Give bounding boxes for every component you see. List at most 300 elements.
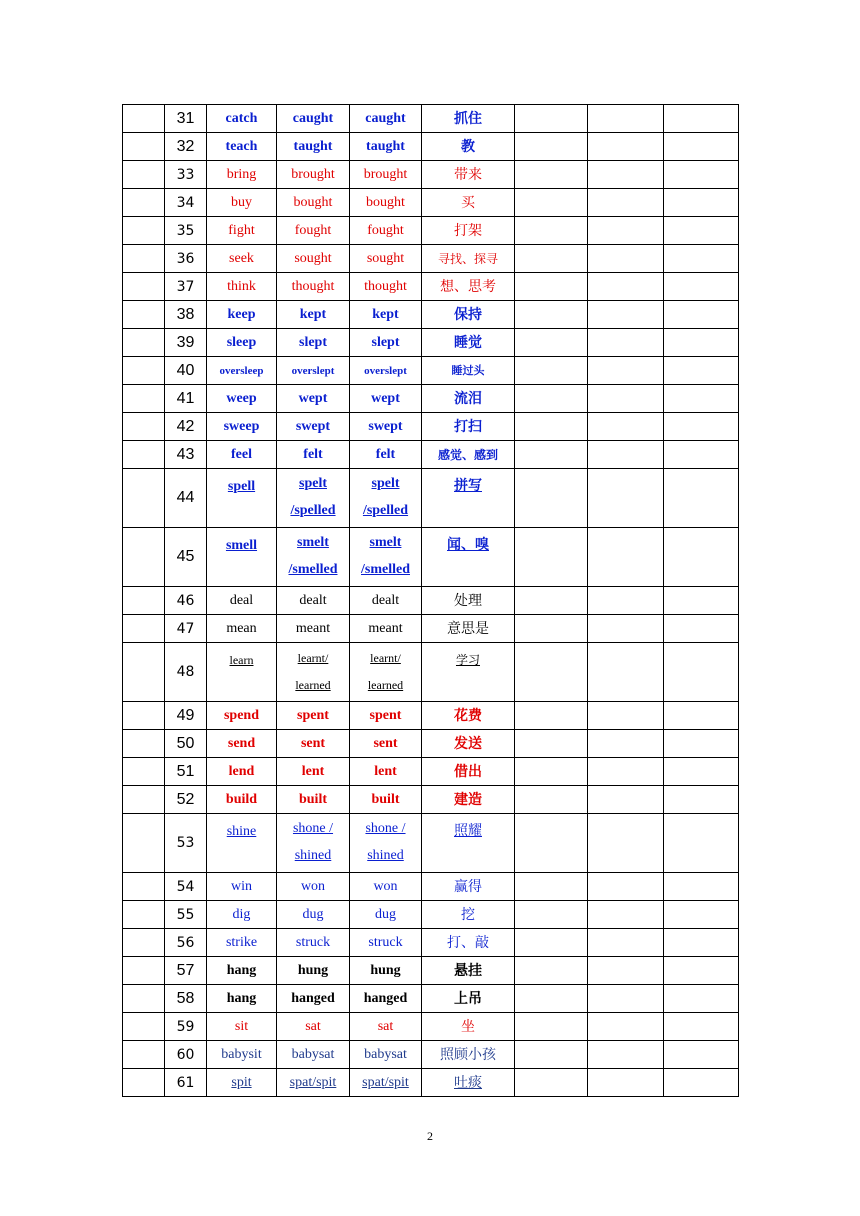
row-number-cell: 59	[165, 1013, 207, 1041]
empty-cell	[664, 814, 739, 873]
pp-line-1: spelt	[371, 476, 400, 491]
empty-cell	[123, 1041, 165, 1069]
past-tense-cell: dealt	[277, 587, 350, 615]
empty-cell	[588, 1013, 664, 1041]
pp-line-2: shined	[367, 848, 404, 863]
chinese-meaning-cell: 睡觉	[422, 329, 515, 357]
empty-cell	[515, 929, 588, 957]
empty-cell	[515, 329, 588, 357]
table-row	[123, 1041, 739, 1069]
base-form-cell: sleep	[207, 329, 277, 357]
row-number-cell: 51	[165, 758, 207, 786]
empty-cell	[515, 587, 588, 615]
empty-cell	[123, 1069, 165, 1097]
table-row	[123, 814, 739, 873]
empty-cell	[515, 1013, 588, 1041]
table-row	[123, 329, 739, 357]
empty-cell	[515, 217, 588, 245]
past-tense-cell: thought	[277, 273, 350, 301]
row-number-cell: 43	[165, 441, 207, 469]
row-number-cell: 41	[165, 385, 207, 413]
base-form-cell: babysit	[207, 1041, 277, 1069]
empty-cell	[123, 814, 165, 873]
empty-cell	[664, 1041, 739, 1069]
base-form-cell: buy	[207, 189, 277, 217]
pp-line-1: shone /	[365, 821, 406, 836]
table-row	[123, 615, 739, 643]
table-row	[123, 758, 739, 786]
empty-cell	[664, 702, 739, 730]
table-row	[123, 873, 739, 901]
base-form-cell: smell	[207, 528, 277, 587]
base-form-cell: sit	[207, 1013, 277, 1041]
base-form-cell: teach	[207, 133, 277, 161]
empty-cell	[515, 133, 588, 161]
row-number-cell: 49	[165, 702, 207, 730]
chinese-meaning-cell: 保持	[422, 301, 515, 329]
past-tense-cell: hanged	[277, 985, 350, 1013]
base-form-cell: mean	[207, 615, 277, 643]
empty-cell	[664, 273, 739, 301]
table-row	[123, 587, 739, 615]
empty-cell	[515, 615, 588, 643]
past-tense-cell: meant	[277, 615, 350, 643]
irregular-verb-table	[122, 104, 739, 1097]
empty-cell	[123, 587, 165, 615]
past-line-1: learnt/	[297, 651, 329, 665]
past-participle-cell: sat	[350, 1013, 422, 1041]
row-number-cell: 47	[165, 615, 207, 643]
empty-cell	[588, 528, 664, 587]
past-participle-cell: fought	[350, 217, 422, 245]
empty-cell	[515, 1069, 588, 1097]
row-number-cell: 60	[165, 1041, 207, 1069]
empty-cell	[123, 301, 165, 329]
empty-cell	[664, 469, 739, 528]
past-tense-cell: fought	[277, 217, 350, 245]
table-row	[123, 469, 739, 528]
chinese-meaning-cell: 学习	[422, 643, 515, 702]
row-number-cell: 56	[165, 929, 207, 957]
base-form-cell: spit	[207, 1069, 277, 1097]
empty-cell	[123, 901, 165, 929]
chinese-meaning-cell: 闻、嗅	[422, 528, 515, 587]
base-form-cell: deal	[207, 587, 277, 615]
pp-line-2: learned	[367, 678, 404, 692]
chinese-meaning-cell: 挖	[422, 901, 515, 929]
table-row	[123, 643, 739, 702]
page-number: 2	[427, 1129, 433, 1143]
table-row	[123, 730, 739, 758]
empty-cell	[588, 957, 664, 985]
empty-cell	[588, 301, 664, 329]
past-participle-cell: spat/spit	[350, 1069, 422, 1097]
table-row	[123, 528, 739, 587]
past-tense-cell: babysat	[277, 1041, 350, 1069]
row-number-cell: 57	[165, 957, 207, 985]
past-line-2: shined	[294, 848, 332, 863]
pp-line-2: /spelled	[362, 503, 409, 518]
empty-cell	[664, 587, 739, 615]
empty-cell	[588, 245, 664, 273]
empty-cell	[588, 702, 664, 730]
base-form-cell: keep	[207, 301, 277, 329]
empty-cell	[515, 189, 588, 217]
empty-cell	[515, 702, 588, 730]
row-number-cell: 53	[165, 814, 207, 873]
past-participle-cell: swept	[350, 413, 422, 441]
chinese-meaning-cell: 带来	[422, 161, 515, 189]
empty-cell	[123, 873, 165, 901]
empty-cell	[664, 385, 739, 413]
past-tense-cell	[277, 528, 350, 587]
chinese-meaning-cell: 建造	[422, 786, 515, 814]
past-participle-cell: won	[350, 873, 422, 901]
past-participle-cell: bought	[350, 189, 422, 217]
row-number-cell: 37	[165, 273, 207, 301]
chinese-meaning-cell: 拼写	[422, 469, 515, 528]
empty-cell	[588, 587, 664, 615]
chinese-meaning-cell: 睡过头	[422, 357, 515, 385]
empty-cell	[664, 441, 739, 469]
past-tense-cell: overslept	[277, 357, 350, 385]
empty-cell	[515, 730, 588, 758]
past-tense-cell	[277, 643, 350, 702]
chinese-meaning-cell: 悬挂	[422, 957, 515, 985]
empty-cell	[123, 329, 165, 357]
empty-cell	[664, 1013, 739, 1041]
empty-cell	[123, 957, 165, 985]
empty-cell	[664, 189, 739, 217]
row-number-cell: 45	[165, 528, 207, 587]
past-tense-cell: slept	[277, 329, 350, 357]
empty-cell	[123, 528, 165, 587]
base-form-cell: learn	[207, 643, 277, 702]
chinese-meaning-cell: 寻找、探寻	[422, 245, 515, 273]
row-number-cell: 58	[165, 985, 207, 1013]
past-participle-cell: hung	[350, 957, 422, 985]
empty-cell	[515, 1041, 588, 1069]
empty-cell	[588, 357, 664, 385]
base-form-cell: spend	[207, 702, 277, 730]
empty-cell	[664, 957, 739, 985]
empty-cell	[588, 929, 664, 957]
past-participle-cell: dug	[350, 901, 422, 929]
past-line-1: smelt	[297, 535, 329, 550]
empty-cell	[123, 702, 165, 730]
table-row	[123, 441, 739, 469]
empty-cell	[515, 245, 588, 273]
empty-cell	[664, 413, 739, 441]
empty-cell	[588, 786, 664, 814]
row-number-cell: 46	[165, 587, 207, 615]
past-participle-cell	[350, 528, 422, 587]
empty-cell	[588, 385, 664, 413]
past-tense-cell	[277, 814, 350, 873]
empty-cell	[664, 133, 739, 161]
empty-cell	[515, 901, 588, 929]
empty-cell	[588, 873, 664, 901]
empty-cell	[123, 385, 165, 413]
past-line-2: learned	[295, 678, 331, 692]
past-tense-cell: hung	[277, 957, 350, 985]
empty-cell	[123, 273, 165, 301]
past-tense-cell	[277, 469, 350, 528]
past-participle-cell: spent	[350, 702, 422, 730]
past-participle-cell: taught	[350, 133, 422, 161]
past-tense-cell: taught	[277, 133, 350, 161]
empty-cell	[664, 105, 739, 133]
row-number-cell: 48	[165, 643, 207, 702]
base-form-cell: win	[207, 873, 277, 901]
base-form-cell: weep	[207, 385, 277, 413]
empty-cell	[123, 730, 165, 758]
empty-cell	[664, 329, 739, 357]
past-participle-cell	[350, 814, 422, 873]
past-participle-cell: wept	[350, 385, 422, 413]
empty-cell	[664, 901, 739, 929]
chinese-meaning-cell: 借出	[422, 758, 515, 786]
row-number-cell: 35	[165, 217, 207, 245]
base-form-cell: oversleep	[207, 357, 277, 385]
table-row	[123, 105, 739, 133]
empty-cell	[123, 615, 165, 643]
past-tense-cell: swept	[277, 413, 350, 441]
base-form-cell: catch	[207, 105, 277, 133]
table-row	[123, 413, 739, 441]
empty-cell	[588, 329, 664, 357]
empty-cell	[123, 161, 165, 189]
empty-cell	[588, 189, 664, 217]
chinese-meaning-cell: 想、思考	[422, 273, 515, 301]
empty-cell	[123, 217, 165, 245]
empty-cell	[123, 469, 165, 528]
row-number-cell: 34	[165, 189, 207, 217]
past-participle-cell: thought	[350, 273, 422, 301]
empty-cell	[588, 643, 664, 702]
empty-cell	[123, 441, 165, 469]
empty-cell	[664, 1069, 739, 1097]
table-row	[123, 245, 739, 273]
table-row	[123, 1013, 739, 1041]
chinese-meaning-cell: 发送	[422, 730, 515, 758]
row-number-cell: 39	[165, 329, 207, 357]
past-participle-cell: built	[350, 786, 422, 814]
row-number-cell: 55	[165, 901, 207, 929]
base-form-cell: hang	[207, 985, 277, 1013]
past-tense-cell: sought	[277, 245, 350, 273]
empty-cell	[123, 357, 165, 385]
empty-cell	[123, 189, 165, 217]
past-tense-cell: felt	[277, 441, 350, 469]
empty-cell	[515, 357, 588, 385]
empty-cell	[123, 105, 165, 133]
empty-cell	[515, 985, 588, 1013]
empty-cell	[515, 301, 588, 329]
past-participle-cell: slept	[350, 329, 422, 357]
empty-cell	[664, 357, 739, 385]
past-tense-cell: sent	[277, 730, 350, 758]
row-number-cell: 36	[165, 245, 207, 273]
empty-cell	[664, 873, 739, 901]
empty-cell	[588, 273, 664, 301]
base-form-cell: feel	[207, 441, 277, 469]
empty-cell	[123, 929, 165, 957]
past-line-1: spelt	[299, 476, 327, 491]
chinese-meaning-cell: 买	[422, 189, 515, 217]
empty-cell	[515, 814, 588, 873]
base-form-cell: dig	[207, 901, 277, 929]
empty-cell	[588, 161, 664, 189]
table-row	[123, 217, 739, 245]
base-form-cell: build	[207, 786, 277, 814]
pp-line-2: /smelled	[361, 562, 410, 577]
empty-cell	[123, 1013, 165, 1041]
base-form-cell: fight	[207, 217, 277, 245]
empty-cell	[588, 901, 664, 929]
base-form-cell: think	[207, 273, 277, 301]
past-participle-cell	[350, 643, 422, 702]
table-row	[123, 357, 739, 385]
empty-cell	[515, 786, 588, 814]
empty-cell	[588, 985, 664, 1013]
past-participle-cell: lent	[350, 758, 422, 786]
empty-cell	[588, 441, 664, 469]
empty-cell	[664, 528, 739, 587]
past-line-1: shone /	[292, 821, 334, 836]
chinese-meaning-cell: 坐	[422, 1013, 515, 1041]
empty-cell	[664, 301, 739, 329]
past-participle-cell: overslept	[350, 357, 422, 385]
verb-table-body	[123, 105, 739, 1097]
empty-cell	[664, 161, 739, 189]
chinese-meaning-cell: 上吊	[422, 985, 515, 1013]
empty-cell	[515, 413, 588, 441]
table-row	[123, 161, 739, 189]
row-number-cell: 33	[165, 161, 207, 189]
empty-cell	[588, 814, 664, 873]
past-line-2: /spelled	[290, 503, 336, 518]
table-row	[123, 301, 739, 329]
chinese-meaning-cell: 打架	[422, 217, 515, 245]
empty-cell	[664, 758, 739, 786]
past-participle-cell: felt	[350, 441, 422, 469]
chinese-meaning-cell: 吐痰	[422, 1069, 515, 1097]
row-number-cell: 42	[165, 413, 207, 441]
base-form-cell: sweep	[207, 413, 277, 441]
table-row	[123, 385, 739, 413]
past-participle-cell	[350, 469, 422, 528]
base-form-cell: send	[207, 730, 277, 758]
row-number-cell: 61	[165, 1069, 207, 1097]
past-tense-cell: sat	[277, 1013, 350, 1041]
past-tense-cell: lent	[277, 758, 350, 786]
past-tense-cell: dug	[277, 901, 350, 929]
chinese-meaning-cell: 抓住	[422, 105, 515, 133]
empty-cell	[515, 161, 588, 189]
base-form-cell: lend	[207, 758, 277, 786]
row-number-cell: 32	[165, 133, 207, 161]
pp-line-1: smelt	[369, 535, 402, 550]
empty-cell	[664, 985, 739, 1013]
chinese-meaning-cell: 打扫	[422, 413, 515, 441]
base-form-cell: strike	[207, 929, 277, 957]
table-row	[123, 786, 739, 814]
past-tense-cell: bought	[277, 189, 350, 217]
row-number-cell: 31	[165, 105, 207, 133]
past-participle-cell: babysat	[350, 1041, 422, 1069]
empty-cell	[515, 957, 588, 985]
empty-cell	[515, 273, 588, 301]
empty-cell	[515, 469, 588, 528]
empty-cell	[664, 217, 739, 245]
chinese-meaning-cell: 打、敲	[422, 929, 515, 957]
empty-cell	[664, 615, 739, 643]
table-row	[123, 1069, 739, 1097]
row-number-cell: 40	[165, 357, 207, 385]
empty-cell	[664, 730, 739, 758]
chinese-meaning-cell: 照顾小孩	[422, 1041, 515, 1069]
past-participle-cell: caught	[350, 105, 422, 133]
chinese-meaning-cell: 教	[422, 133, 515, 161]
empty-cell	[515, 758, 588, 786]
table-row	[123, 985, 739, 1013]
table-row	[123, 133, 739, 161]
past-tense-cell: won	[277, 873, 350, 901]
empty-cell	[123, 758, 165, 786]
empty-cell	[515, 105, 588, 133]
past-tense-cell: caught	[277, 105, 350, 133]
empty-cell	[123, 786, 165, 814]
chinese-meaning-cell: 意思是	[422, 615, 515, 643]
empty-cell	[588, 105, 664, 133]
past-tense-cell: spat/spit	[277, 1069, 350, 1097]
empty-cell	[588, 469, 664, 528]
empty-cell	[123, 643, 165, 702]
table-row	[123, 273, 739, 301]
empty-cell	[515, 385, 588, 413]
past-participle-cell: dealt	[350, 587, 422, 615]
empty-cell	[515, 441, 588, 469]
row-number-cell: 52	[165, 786, 207, 814]
empty-cell	[588, 133, 664, 161]
empty-cell	[664, 643, 739, 702]
past-participle-cell: meant	[350, 615, 422, 643]
base-form-cell: shine	[207, 814, 277, 873]
past-tense-cell: built	[277, 786, 350, 814]
chinese-meaning-cell: 赢得	[422, 873, 515, 901]
past-participle-cell: sent	[350, 730, 422, 758]
base-form-cell: bring	[207, 161, 277, 189]
empty-cell	[588, 730, 664, 758]
past-participle-cell: sought	[350, 245, 422, 273]
past-tense-cell: struck	[277, 929, 350, 957]
empty-cell	[123, 413, 165, 441]
row-number-cell: 50	[165, 730, 207, 758]
past-tense-cell: brought	[277, 161, 350, 189]
base-form-cell: spell	[207, 469, 277, 528]
empty-cell	[588, 217, 664, 245]
past-tense-cell: wept	[277, 385, 350, 413]
empty-cell	[515, 528, 588, 587]
empty-cell	[664, 245, 739, 273]
table-row	[123, 957, 739, 985]
chinese-meaning-cell: 照耀	[422, 814, 515, 873]
empty-cell	[588, 615, 664, 643]
empty-cell	[588, 1069, 664, 1097]
empty-cell	[588, 758, 664, 786]
past-participle-cell: struck	[350, 929, 422, 957]
